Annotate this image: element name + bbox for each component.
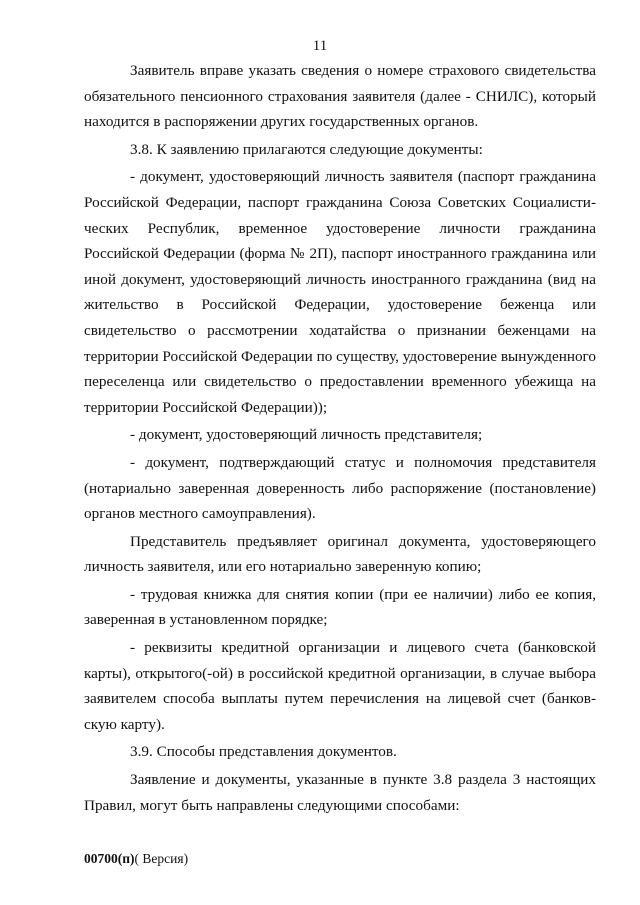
page-number: 11 <box>312 38 328 54</box>
paragraph-snils: Заявитель вправе указать сведения о номере страхового свидетельства обязательного пенсионного страхования заявителя (далее - СНИЛС), который находится в распоряжении других государственных органов. <box>84 62 596 131</box>
paragraph-representative-id-document: - документ, удостоверяющий личность представителя; <box>130 426 483 444</box>
paragraph-section-3-8: 3.8. К заявлению прилагаются следующие документы: <box>130 140 483 158</box>
paragraph-representative-authority: - документ, подтверждающий статус и полномочия представителя (нотариально заверенная доверенность либо распоряжение (постановление) органов местного самоуправления). <box>84 453 596 523</box>
paragraph-bank-details: - реквизиты кредитной организации и лицевого счета (банковской карты), открытого(-ой) в российской кредитной организации, в случае выбора заявителем способа выплаты путем перечисления на лицевой счет (банковскую карту). <box>84 639 596 733</box>
paragraph-applicant-id-document: - документ, удостоверяющий личность заявителя (паспорт гражданина Российской Федерации, паспорт гражданина Союза Советских Социалистических Республик, временное удостоверение личности гражданина Российской Федерации (форма № 2П), паспорт иностранного гражданина или иной документ, удостоверяющий личность иностранного гражданина (вид на жительство в Российской Федерации, удостоверение беженца или свидетельство о рассмотрении ходатайства о признании беженцами на территории Российской Федерации по существу, удостоверение вынужденного переселенца или свидетельство о предоставлении временного убежища на территории Российской Федерации)); <box>84 168 596 416</box>
document-code: 00700(п) <box>84 851 135 866</box>
paragraph-representative-original: Представитель предъявляет оригинал документа, удостоверяющего личность заявителя, или его нотариально заверенную копию; <box>84 532 596 576</box>
paragraph-submission-methods: Заявление и документы, указанные в пункте 3.8 раздела 3 настоящих Правил, могут быть направлены следующими способами: <box>84 771 596 814</box>
paragraph-section-3-9: 3.9. Способы представления документов. <box>130 743 397 761</box>
paragraph-work-book: - трудовая книжка для снятия копии (при ее наличии) либо ее копия, заверенная в установленном порядке; <box>84 585 596 629</box>
document-footer <box>84 851 188 867</box>
document-body <box>84 58 596 818</box>
document-version: ( Версия) <box>134 851 189 866</box>
